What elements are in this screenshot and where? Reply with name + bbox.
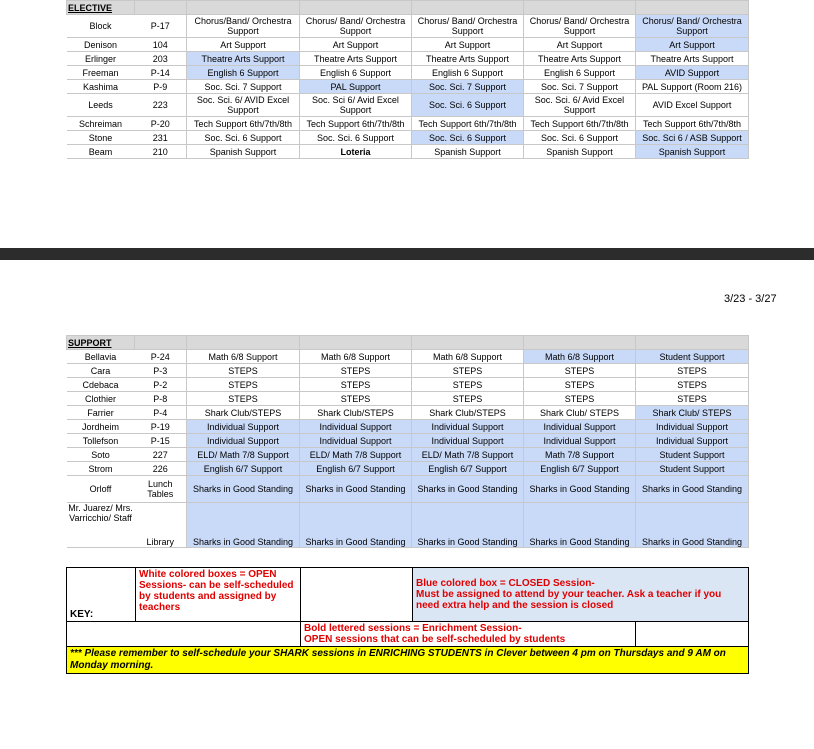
reminder-banner: *** Please remember to self-schedule your SHARK sessions in ENRICHING STUDENTS in Clever between 4 pm on Thursdays and 9 AM on Monday morning. — [67, 647, 749, 674]
session-cell: Art Support — [524, 38, 636, 52]
session-cell: English 6/7 Support — [300, 462, 412, 476]
table-row — [67, 117, 749, 131]
table-row — [67, 378, 749, 392]
page-divider — [0, 248, 814, 260]
room-number: 227 — [135, 448, 187, 462]
room-number: P-14 — [135, 66, 187, 80]
session-cell: Soc. Sci. 6 Support — [412, 94, 524, 117]
key-empty-cell — [301, 568, 413, 622]
header-cell — [524, 336, 636, 350]
support-schedule-table — [66, 335, 749, 548]
key-label: KEY: — [67, 568, 136, 622]
session-cell: Sharks in Good Standing — [187, 503, 300, 548]
session-cell: Student Support — [636, 350, 749, 364]
key-row — [67, 647, 749, 674]
session-cell: PAL Support — [300, 80, 412, 94]
room-number: 104 — [135, 38, 187, 52]
session-cell: STEPS — [636, 364, 749, 378]
session-cell: Individual Support — [412, 434, 524, 448]
session-cell: Art Support — [187, 38, 300, 52]
session-cell: Loteria — [300, 145, 412, 159]
session-cell: STEPS — [524, 392, 636, 406]
session-cell: Theatre Arts Support — [636, 52, 749, 66]
table-row — [67, 131, 749, 145]
session-cell: Individual Support — [524, 434, 636, 448]
teacher-name: Orloff — [67, 476, 135, 503]
key-empty-cell — [67, 622, 301, 647]
elective-section-label: ELECTIVE — [67, 1, 135, 15]
table-row — [67, 462, 749, 476]
teacher-name: Erlinger — [67, 52, 135, 66]
session-cell: Soc. Sci. 6/ AVID Excel Support — [187, 94, 300, 117]
room-number: 223 — [135, 94, 187, 117]
table-row — [67, 145, 749, 159]
session-cell: STEPS — [524, 378, 636, 392]
session-cell: Shark Club/STEPS — [412, 406, 524, 420]
session-cell: Spanish Support — [524, 145, 636, 159]
key-row — [67, 568, 749, 622]
key-enrichment-title: Bold lettered sessions = Enrichment Session- — [304, 623, 522, 634]
teacher-name: Jordheim — [67, 420, 135, 434]
session-cell: Spanish Support — [412, 145, 524, 159]
session-cell: Sharks in Good Standing — [300, 476, 412, 503]
session-cell: English 6 Support — [412, 66, 524, 80]
session-cell: STEPS — [524, 364, 636, 378]
session-cell: Individual Support — [412, 420, 524, 434]
room-number: P-9 — [135, 80, 187, 94]
session-cell: Math 7/8 Support — [524, 448, 636, 462]
teacher-name: Mr. Juarez/ Mrs. Varricchio/ Staff — [67, 503, 135, 548]
session-cell: AVID Excel Support — [636, 94, 749, 117]
table-row — [67, 15, 749, 38]
room-number: 226 — [135, 462, 187, 476]
session-cell: Soc. Sci. 6 Support — [187, 131, 300, 145]
table-row — [67, 448, 749, 462]
session-cell: Student Support — [636, 448, 749, 462]
key-closed-title: Blue colored box = CLOSED Session- — [416, 578, 595, 589]
key-open-description: White colored boxes = OPEN Sessions- can be self-scheduled by students and assigned by teachers — [136, 568, 301, 622]
teacher-name: Stone — [67, 131, 135, 145]
session-cell: Sharks in Good Standing — [636, 476, 749, 503]
room-number: P-8 — [135, 392, 187, 406]
session-cell: STEPS — [187, 378, 300, 392]
teacher-name: Bellavia — [67, 350, 135, 364]
teacher-name: Freeman — [67, 66, 135, 80]
teacher-name: Leeds — [67, 94, 135, 117]
elective-header-row — [67, 1, 749, 15]
header-cell — [524, 1, 636, 15]
header-cell — [636, 1, 749, 15]
session-cell: STEPS — [187, 392, 300, 406]
session-cell: Art Support — [300, 38, 412, 52]
session-cell: Chorus/ Band/ Orchestra Support — [412, 15, 524, 38]
session-cell: Individual Support — [636, 420, 749, 434]
header-cell — [187, 1, 300, 15]
session-cell: Individual Support — [300, 420, 412, 434]
session-cell: Art Support — [412, 38, 524, 52]
room-number: P-4 — [135, 406, 187, 420]
session-cell: Soc. Sci. 6 Support — [300, 131, 412, 145]
table-row — [67, 364, 749, 378]
header-cell — [412, 1, 524, 15]
session-cell: Sharks in Good Standing — [524, 503, 636, 548]
session-cell: Soc. Sci. 6/ Avid Excel Support — [524, 94, 636, 117]
key-empty-cell — [636, 622, 749, 647]
session-cell: STEPS — [300, 392, 412, 406]
room-number: 231 — [135, 131, 187, 145]
table-row — [67, 503, 749, 548]
session-cell: Soc. Sci 6 / ASB Support — [636, 131, 749, 145]
session-cell: Shark Club/STEPS — [300, 406, 412, 420]
session-cell: Soc. Sci. 7 Support — [412, 80, 524, 94]
teacher-name: Kashima — [67, 80, 135, 94]
session-cell: Tech Support 6th/7th/8th — [300, 117, 412, 131]
table-row — [67, 80, 749, 94]
header-cell — [300, 336, 412, 350]
table-row — [67, 52, 749, 66]
session-cell: Sharks in Good Standing — [636, 503, 749, 548]
table-row — [67, 420, 749, 434]
session-cell: Shark Club/STEPS — [187, 406, 300, 420]
session-cell: Math 6/8 Support — [300, 350, 412, 364]
teacher-name: Cara — [67, 364, 135, 378]
session-cell: English 6/7 Support — [187, 462, 300, 476]
session-cell: Theatre Arts Support — [524, 52, 636, 66]
session-cell: Student Support — [636, 462, 749, 476]
elective-schedule-table — [66, 0, 749, 159]
table-row — [67, 434, 749, 448]
session-cell: Spanish Support — [187, 145, 300, 159]
session-cell: English 6 Support — [524, 66, 636, 80]
room-number: P-3 — [135, 364, 187, 378]
session-cell: ELD/ Math 7/8 Support — [412, 448, 524, 462]
key-row — [67, 622, 749, 647]
room-number: P-19 — [135, 420, 187, 434]
session-cell: STEPS — [636, 392, 749, 406]
session-cell: Tech Support 6th/7th/8th — [524, 117, 636, 131]
room-number: P-20 — [135, 117, 187, 131]
session-cell: Individual Support — [524, 420, 636, 434]
table-row — [67, 392, 749, 406]
teacher-name: Denison — [67, 38, 135, 52]
table-row — [67, 406, 749, 420]
session-cell: Soc. Sci. 7 Support — [187, 80, 300, 94]
session-cell: Tech Support 6th/7th/8th — [187, 117, 300, 131]
support-schedule-body — [67, 336, 749, 548]
session-cell: Soc. Sci. 6 Support — [524, 131, 636, 145]
session-cell: Shark Club/ STEPS — [636, 406, 749, 420]
teacher-name: Cdebaca — [67, 378, 135, 392]
table-row — [67, 94, 749, 117]
key-enrichment-description — [301, 622, 636, 647]
room-number: P-15 — [135, 434, 187, 448]
session-cell: PAL Support (Room 216) — [636, 80, 749, 94]
support-header-row — [67, 336, 749, 350]
session-cell: English 6 Support — [300, 66, 412, 80]
session-cell: English 6 Support — [187, 66, 300, 80]
teacher-name: Soto — [67, 448, 135, 462]
session-cell: ELD/ Math 7/8 Support — [187, 448, 300, 462]
teacher-name: Strom — [67, 462, 135, 476]
session-cell: Tech Support 6th/7th/8th — [636, 117, 749, 131]
session-cell: English 6/7 Support — [412, 462, 524, 476]
teacher-name: Block — [67, 15, 135, 38]
session-cell: Sharks in Good Standing — [187, 476, 300, 503]
date-range: 3/23 - 3/27 — [724, 293, 777, 305]
header-cell — [412, 336, 524, 350]
session-cell: Chorus/ Band/ Orchestra Support — [300, 15, 412, 38]
room-number: Library — [135, 503, 187, 548]
session-cell: Theatre Arts Support — [300, 52, 412, 66]
table-row — [67, 66, 749, 80]
key-legend — [66, 567, 749, 674]
session-cell: STEPS — [412, 364, 524, 378]
session-cell: Chorus/ Band/ Orchestra Support — [636, 15, 749, 38]
support-section-label: SUPPORT — [67, 336, 135, 350]
session-cell: AVID Support — [636, 66, 749, 80]
room-number: P-2 — [135, 378, 187, 392]
session-cell: STEPS — [636, 378, 749, 392]
table-row — [67, 476, 749, 503]
session-cell: Theatre Arts Support — [187, 52, 300, 66]
session-cell: Chorus/Band/ Orchestra Support — [187, 15, 300, 38]
key-closed-text: Must be assigned to attend by your teacher. Ask a teacher if you need extra help and the session is closed — [416, 589, 722, 611]
session-cell: Individual Support — [636, 434, 749, 448]
session-cell: Sharks in Good Standing — [412, 476, 524, 503]
room-number: P-17 — [135, 15, 187, 38]
session-cell: Sharks in Good Standing — [300, 503, 412, 548]
session-cell: Soc. Sci. 6 Support — [412, 131, 524, 145]
header-cell — [300, 1, 412, 15]
session-cell: Sharks in Good Standing — [524, 476, 636, 503]
room-number: 210 — [135, 145, 187, 159]
header-cell — [135, 336, 187, 350]
header-cell — [135, 1, 187, 15]
session-cell: Individual Support — [300, 434, 412, 448]
session-cell: Soc. Sci 6/ Avid Excel Support — [300, 94, 412, 117]
session-cell: STEPS — [412, 378, 524, 392]
room-number: Lunch Tables — [135, 476, 187, 503]
session-cell: Spanish Support — [636, 145, 749, 159]
session-cell: ELD/ Math 7/8 Support — [300, 448, 412, 462]
session-cell: STEPS — [412, 392, 524, 406]
session-cell: Sharks in Good Standing — [412, 503, 524, 548]
key-closed-description — [413, 568, 749, 622]
session-cell: Math 6/8 Support — [524, 350, 636, 364]
session-cell: Individual Support — [187, 434, 300, 448]
teacher-name: Farrier — [67, 406, 135, 420]
teacher-name: Clothier — [67, 392, 135, 406]
room-number: 203 — [135, 52, 187, 66]
table-row — [67, 350, 749, 364]
session-cell: Shark Club/ STEPS — [524, 406, 636, 420]
key-enrichment-text: OPEN sessions that can be self-scheduled by students — [304, 634, 566, 645]
teacher-name: Schreiman — [67, 117, 135, 131]
elective-schedule-body — [67, 1, 749, 159]
session-cell: STEPS — [187, 364, 300, 378]
header-cell — [187, 336, 300, 350]
session-cell: Math 6/8 Support — [187, 350, 300, 364]
session-cell: Theatre Arts Support — [412, 52, 524, 66]
session-cell: STEPS — [300, 378, 412, 392]
session-cell: Chorus/ Band/ Orchestra Support — [524, 15, 636, 38]
session-cell: Individual Support — [187, 420, 300, 434]
session-cell: Math 6/8 Support — [412, 350, 524, 364]
session-cell: Tech Support 6th/7th/8th — [412, 117, 524, 131]
session-cell: Art Support — [636, 38, 749, 52]
header-cell — [636, 336, 749, 350]
teacher-name: Tollefson — [67, 434, 135, 448]
table-row — [67, 38, 749, 52]
session-cell: English 6/7 Support — [524, 462, 636, 476]
session-cell: Soc. Sci. 7 Support — [524, 80, 636, 94]
teacher-name: Beam — [67, 145, 135, 159]
session-cell: STEPS — [300, 364, 412, 378]
room-number: P-24 — [135, 350, 187, 364]
